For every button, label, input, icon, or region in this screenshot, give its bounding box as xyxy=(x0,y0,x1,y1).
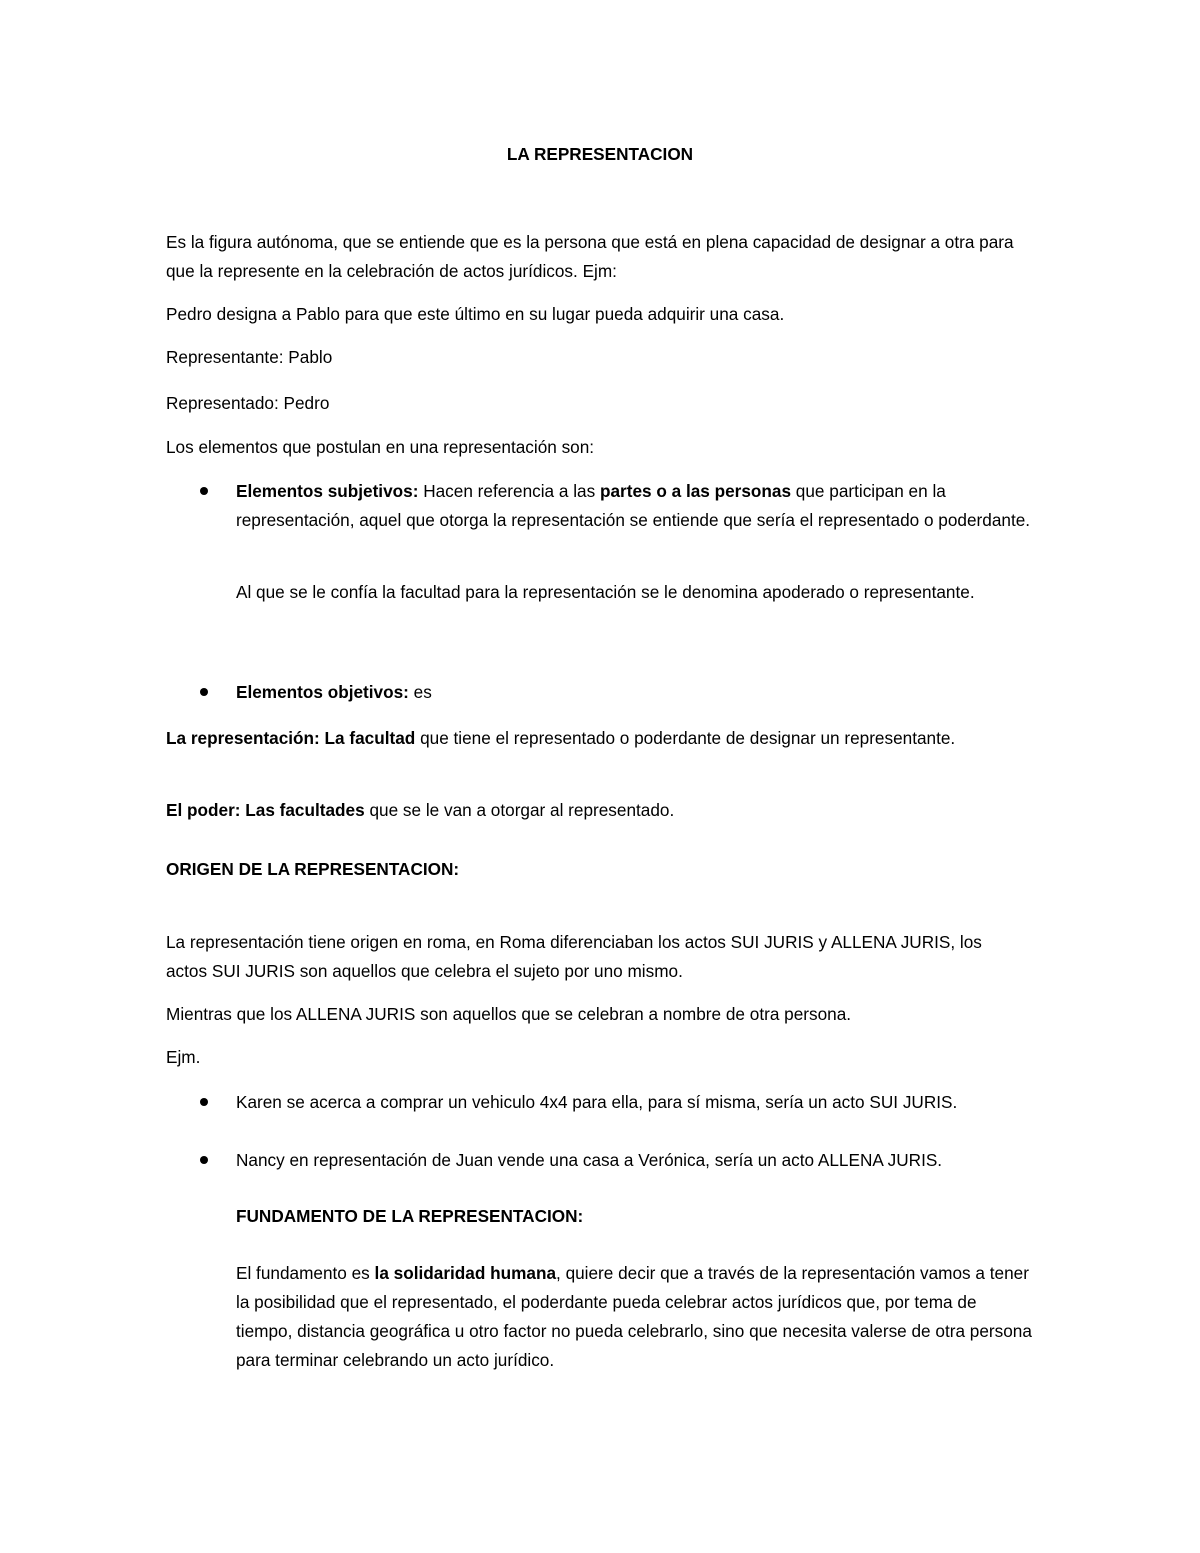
foundation-paragraph xyxy=(236,1259,1036,1375)
representation-text: que tiene el representado o poderdante de designar un representante. xyxy=(415,728,956,748)
poder-text: que se le van a otorgar al representado. xyxy=(364,800,675,820)
intro-elements-lead: Los elementos que postulan en una representación son: xyxy=(166,437,595,457)
intro-paragraph-example: Pedro designa a Pablo para que este último en su lugar pueda adquirir una casa. xyxy=(166,304,785,324)
foundation-text-a: El fundamento es xyxy=(236,1263,375,1283)
origin-heading: ORIGEN DE LA REPRESENTACION: xyxy=(166,859,460,879)
objective-elements-item xyxy=(236,678,1036,707)
origin-example-allena-juris: Nancy en representación de Juan vende una casa a Verónica, sería un acto ALLENA JURIS. xyxy=(236,1150,943,1170)
objective-label: Elementos objetivos: xyxy=(236,682,409,702)
origin-paragraph: La representación tiene origen en roma, en Roma diferenciaban los actos SUI JURIS y ALLENA JURIS, los actos SUI JURIS son aquellos que celebra el sujeto por uno mismo. xyxy=(166,932,982,981)
representation-bold: La facultad xyxy=(319,728,416,748)
bullet-dot xyxy=(200,487,208,495)
subjective-bold: partes o a las personas xyxy=(599,481,792,501)
document-title: LA REPRESENTACION xyxy=(506,144,694,164)
subjective-elements-item xyxy=(236,477,1036,535)
representation-label: La representación: xyxy=(166,728,320,748)
poder-bold: Las facultades xyxy=(240,800,365,820)
intro-paragraph-definition: Es la figura autónoma, que se entiende que es la persona que está en plena capacidad de designar a otra para que la represente en la celebración de actos jurídicos. Ejm: xyxy=(166,232,1014,281)
poder-label: El poder: xyxy=(166,800,241,820)
bullet-dot xyxy=(200,1156,208,1164)
origin-allena-paragraph: Mientras que los ALLENA JURIS son aquellos que se celebran a nombre de otra persona. xyxy=(166,1004,852,1024)
origin-example-sui-juris: Karen se acerca a comprar un vehiculo 4x4 para ella, para sí misma, sería un acto SUI JURIS. xyxy=(236,1092,958,1112)
subjective-apoderado-paragraph: Al que se le confía la facultad para la representación se le denomina apoderado o representante. xyxy=(236,582,975,602)
intro-representante: Representante: Pablo xyxy=(166,347,333,367)
subjective-label: Elementos subjetivos: xyxy=(236,481,419,501)
poder-definition xyxy=(166,796,1046,825)
bullet-dot xyxy=(200,688,208,696)
foundation-text-b: , quiere decir que a través de la representación vamos a tener la posibilidad que el representado, el poderdante pueda celebrar actos jurídicos que, por tema de tiempo, distancia geográfica u otro factor no pueda celebrarlo, sino que necesita valerse de otra persona para terminar celebrando un acto jurídico. xyxy=(236,1263,1032,1370)
foundation-bold: la solidaridad humana xyxy=(374,1263,557,1283)
subjective-text-a: Hacen referencia a las xyxy=(418,481,600,501)
subjective-text-b: que participan en la representación, aquel que otorga la representación se entiende que sería el representado o poderdante. xyxy=(236,481,1031,530)
origin-example-label: Ejm. xyxy=(166,1047,201,1067)
representation-definition xyxy=(166,724,966,753)
bullet-dot xyxy=(200,1098,208,1106)
intro-representado: Representado: Pedro xyxy=(166,393,330,413)
objective-text: es xyxy=(408,682,432,702)
foundation-heading: FUNDAMENTO DE LA REPRESENTACION: xyxy=(236,1206,584,1226)
